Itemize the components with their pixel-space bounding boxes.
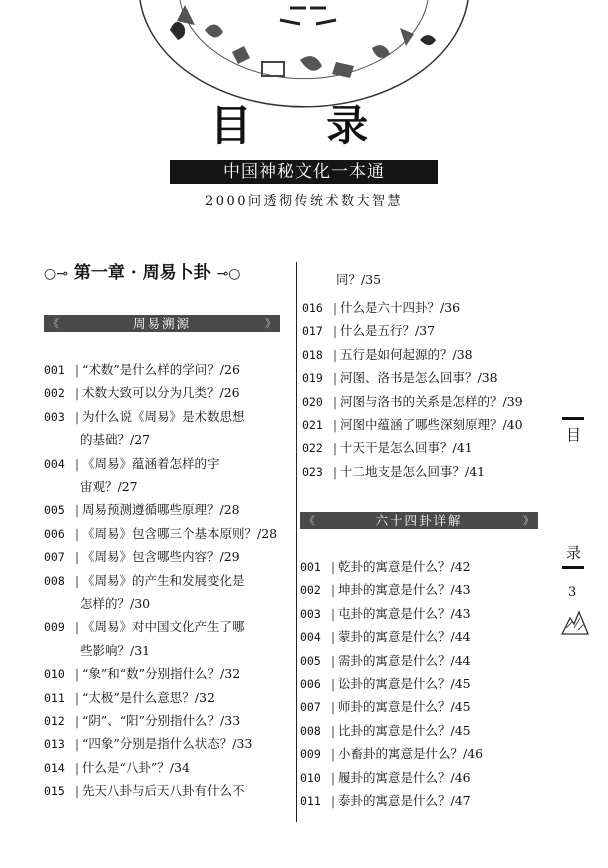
entry-number: 002 (300, 583, 321, 598)
entry-number: 004 (300, 630, 321, 645)
carry-over-text: 同？/35 (336, 272, 382, 287)
toc-entry (44, 732, 252, 756)
entry-text: “四象”分别是指什么状态？/33 (82, 736, 253, 752)
entry-text: 《周易》包含哪些内容？/29 (82, 549, 240, 565)
entry-number: 017 (302, 324, 323, 339)
entry-text: “阴”、“阳”分别指什么？/33 (82, 713, 241, 728)
entry-separator: | (74, 783, 80, 799)
band-right-bracket-icon: 》 (265, 317, 276, 330)
entry-text: 履卦的寓意是什么？/46 (338, 769, 471, 785)
entry-number: 006 (44, 526, 65, 541)
entry-separator: | (74, 408, 80, 424)
entry-number: 001 (44, 363, 65, 377)
entry-number: 019 (302, 371, 323, 386)
entry-separator: | (74, 689, 80, 705)
entry-number: 021 (302, 418, 323, 432)
entry-separator: | (74, 502, 80, 518)
entry-number: 002 (44, 386, 65, 401)
entry-separator: | (74, 385, 80, 401)
toc-entry (300, 742, 483, 766)
entry-number: 011 (44, 690, 65, 705)
toc-entry (302, 460, 485, 484)
entry-separator: | (74, 525, 80, 541)
entry-separator: | (74, 572, 80, 588)
page-title: 目 录 (209, 101, 399, 150)
entry-number: 023 (302, 464, 323, 479)
toc-entry (300, 672, 471, 696)
entry-separator: | (330, 746, 336, 762)
entry-separator: | (330, 559, 336, 574)
entry-separator: | (330, 605, 336, 621)
entry-continuation: 宙观？/27 (80, 479, 138, 494)
entry-text: 蒙卦的寓意是什么？/44 (338, 629, 471, 645)
toc-entry (44, 569, 245, 593)
entry-number: 015 (44, 784, 65, 799)
band-left-bracket-icon: 《 (304, 514, 315, 527)
chapter-heading (44, 261, 294, 286)
entry-text: “象”和“数”分别指什么？/32 (82, 666, 241, 682)
entry-separator: | (330, 652, 336, 668)
toc-entry (44, 686, 215, 710)
entry-text: 讼卦的寓意是什么？/45 (338, 676, 471, 691)
entry-text: 什么是“八卦”？/34 (82, 759, 190, 775)
entry-text: 需卦的寓意是什么？/44 (338, 652, 471, 668)
toc-entry (302, 343, 473, 367)
entry-continuation: 的基础？/27 (80, 432, 151, 448)
entry-number: 020 (302, 394, 323, 409)
right-ornament-icon: ⊸○ (216, 266, 241, 282)
entry-number: 009 (44, 620, 65, 635)
book-tagline: 2000问透彻传统术数大智慧 (204, 194, 404, 209)
toc-entry (44, 405, 245, 429)
band-left-bracket-icon: 《 (48, 317, 59, 330)
toc-entry (44, 381, 240, 405)
entry-number: 001 (300, 560, 321, 574)
toc-entry (302, 413, 523, 437)
entry-separator: | (330, 793, 336, 808)
entry-separator: | (332, 417, 338, 432)
entry-number: 005 (300, 653, 321, 668)
entry-text: 坤卦的寓意是什么？/43 (338, 582, 471, 598)
entry-text: 周易预测遵循哪些原理？/28 (82, 502, 240, 518)
entry-text: “太极”是什么意思？/32 (82, 689, 215, 705)
left-ornament-icon: ○⊸ (44, 266, 68, 282)
entry-separator: | (74, 713, 80, 728)
entry-text: 泰卦的寓意是什么？/47 (338, 793, 471, 808)
bagua-decoration (0, 0, 608, 110)
entry-number: 018 (302, 347, 323, 362)
toc-entry (44, 498, 240, 522)
entry-text: 什么是五行？/37 (340, 323, 436, 339)
band-right-bracket-icon: 》 (523, 514, 534, 527)
toc-entry (302, 366, 498, 390)
entry-number: 008 (300, 723, 321, 738)
section-title: 周易溯源 (132, 316, 191, 331)
entry-text: 小畜卦的寓意是什么？/46 (338, 746, 484, 762)
entry-text: 十天干是怎么回事？/41 (340, 440, 473, 456)
entry-separator: | (332, 323, 338, 339)
entry-text: 比卦的寓意是什么？/45 (338, 722, 471, 738)
toc-entry (300, 649, 471, 673)
entry-text: 《周易》的产生和发展变化是 (82, 572, 245, 588)
toc-entry (44, 709, 240, 733)
entry-text: 师卦的寓意是什么？/45 (338, 699, 471, 715)
entry-number: 013 (44, 737, 65, 752)
side-char-mu: 目 (566, 426, 582, 444)
entry-text: 五行是如何起源的？/38 (340, 346, 473, 362)
toc-entry (44, 522, 277, 546)
side-char-lu: 录 (566, 544, 582, 562)
section-band-right (300, 512, 538, 529)
toc-entry (300, 625, 471, 649)
entry-text: 《周易》蕴涵着怎样的宇 (82, 455, 220, 471)
entry-number: 004 (44, 456, 65, 471)
entry-separator: | (74, 549, 80, 565)
entry-text: 十二地支是怎么回事？/41 (340, 463, 486, 479)
entry-separator: | (332, 370, 338, 386)
toc-entry (300, 695, 471, 719)
entry-number: 010 (44, 667, 65, 682)
toc-entry (300, 602, 471, 626)
entry-separator: | (330, 769, 336, 785)
entry-continuation: 怎样的？/30 (80, 596, 151, 611)
entry-number: 005 (44, 503, 65, 518)
entry-separator: | (74, 759, 80, 775)
entry-separator: | (74, 362, 80, 377)
entry-number: 007 (44, 550, 65, 565)
toc-entry (300, 789, 471, 813)
entry-separator: | (74, 666, 80, 682)
entry-number: 009 (300, 747, 321, 762)
entry-text: 先天八卦与后天八卦有什么不 (82, 783, 245, 799)
entry-separator: | (332, 346, 338, 362)
entry-text: “术数”是什么样的学问？/26 (82, 362, 240, 377)
toc-entry (302, 436, 473, 460)
entry-text: 《周易》对中国文化产生了哪 (82, 619, 245, 635)
entry-number: 007 (300, 700, 321, 715)
side-rule-bottom (562, 566, 584, 569)
mountain-icon (560, 608, 590, 636)
book-title-banner: 中国神秘文化一本通 (170, 160, 438, 184)
entry-text: 河图与洛书的关系是怎样的？/39 (340, 393, 523, 409)
toc-entry (302, 390, 523, 414)
entry-number: 010 (300, 770, 321, 785)
entry-separator: | (332, 440, 338, 456)
toc-entry (302, 296, 460, 320)
entry-separator: | (330, 629, 336, 645)
entry-number: 014 (44, 760, 65, 775)
entry-separator: | (332, 463, 338, 479)
entry-number: 012 (44, 714, 65, 728)
page-number: 3 (568, 585, 577, 600)
entry-separator: | (330, 582, 336, 598)
section-title: 六十四卦详解 (375, 513, 463, 528)
entry-text: 术数大致可以分为几类？/26 (82, 385, 240, 401)
entry-text: 什么是六十四卦？/36 (340, 300, 461, 315)
entry-text: 河图中蕴涵了哪些深刻原理？/40 (340, 417, 523, 432)
section-band-left (44, 315, 280, 332)
toc-entry (300, 766, 471, 790)
entry-number: 008 (44, 573, 65, 588)
entry-number: 011 (300, 794, 321, 808)
entry-separator: | (332, 300, 338, 315)
side-rule-top (562, 417, 584, 420)
toc-entry (300, 578, 471, 602)
toc-entry (44, 545, 240, 569)
toc-entry (44, 779, 245, 803)
entry-text: 为什么说《周易》是术数思想 (82, 408, 245, 424)
entry-text: 乾卦的寓意是什么？/42 (338, 559, 471, 574)
toc-entry (302, 319, 435, 343)
entry-separator: | (330, 722, 336, 738)
entry-number: 006 (300, 677, 321, 691)
toc-entry (300, 555, 471, 579)
entry-separator: | (74, 619, 80, 635)
entry-text: 《周易》包含哪三个基本原则？/28 (82, 525, 278, 541)
chapter-title: 第一章 · 周易卜卦 (73, 263, 211, 283)
entry-separator: | (330, 676, 336, 691)
entry-number: 003 (300, 606, 321, 621)
entry-text: 屯卦的寓意是什么？/43 (338, 605, 471, 621)
entry-number: 016 (302, 301, 323, 315)
entry-text: 河图、洛书是怎么回事？/38 (340, 370, 498, 386)
toc-entry (44, 615, 245, 639)
entry-separator: | (74, 455, 80, 471)
entry-number: 003 (44, 409, 65, 424)
toc-entry (44, 756, 190, 780)
entry-separator: | (332, 393, 338, 409)
column-divider (296, 262, 297, 822)
toc-entry (44, 358, 240, 382)
toc-entry (300, 719, 471, 743)
entry-separator: | (330, 699, 336, 715)
entry-separator: | (74, 736, 80, 752)
toc-entry (44, 452, 220, 476)
toc-entry (44, 662, 240, 686)
entry-continuation: 些影响？/31 (80, 642, 151, 658)
entry-number: 022 (302, 441, 323, 456)
